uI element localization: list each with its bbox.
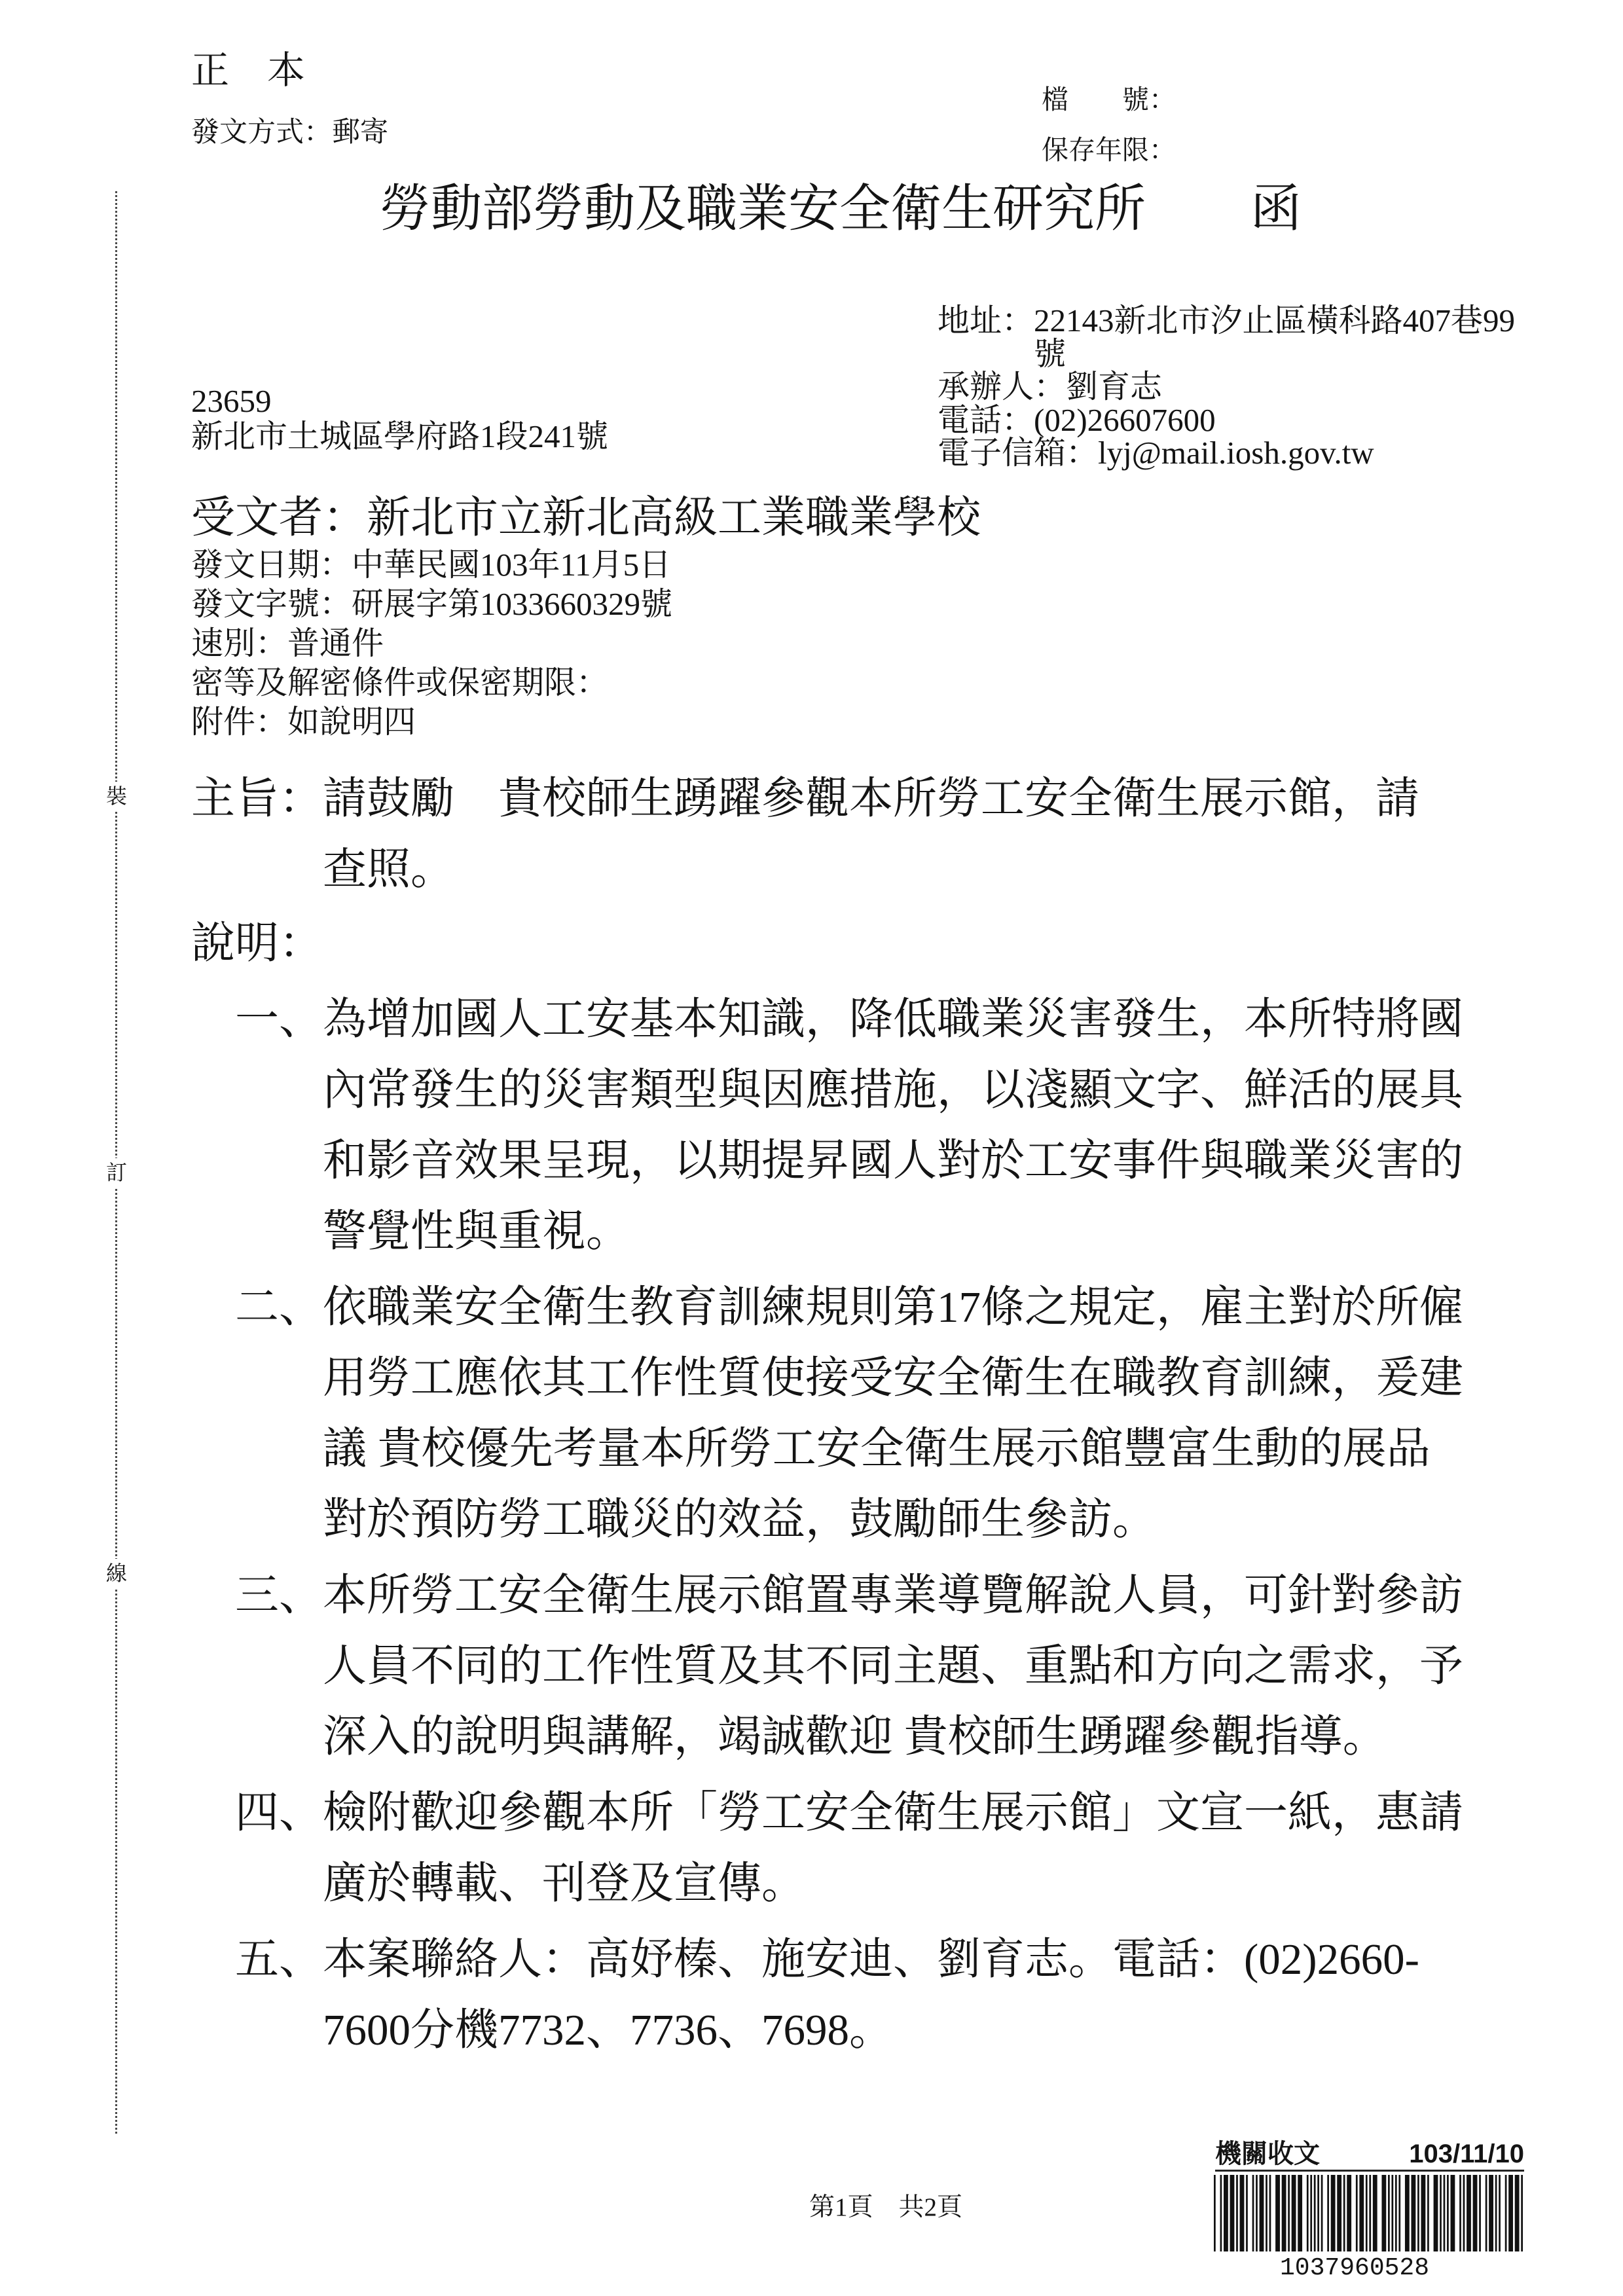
document-type: 函	[1250, 180, 1302, 237]
barcode-bar	[1505, 2175, 1507, 2251]
letter-body	[191, 763, 1463, 2066]
barcode-bar	[1224, 2175, 1228, 2251]
item-line: 議 貴校優先考量本所勞工安全衛生展示館豐富生動的展品	[323, 1425, 1431, 1473]
copy-type-label: 正 本	[191, 49, 306, 92]
barcode-bar	[1515, 2175, 1520, 2251]
confidentiality: 密等及解密條件或保密期限：	[191, 665, 609, 701]
barcode-bar	[1444, 2175, 1446, 2251]
barcode-bar	[1451, 2175, 1455, 2251]
barcode-bar	[1230, 2175, 1235, 2251]
barcode-bar	[1214, 2175, 1216, 2251]
explanation-item-2	[235, 1272, 1463, 1555]
file-number-label: 檔 號：	[1042, 84, 1176, 115]
barcode-bar	[1343, 2175, 1345, 2251]
barcode-bar	[1282, 2175, 1286, 2251]
item-line: 7600分機7732、7736、7698。	[323, 2006, 893, 2054]
explanation-item-5	[235, 1924, 1463, 2066]
barcode-bar	[1369, 2175, 1371, 2251]
barcode-bar	[1463, 2175, 1465, 2251]
barcode-bar	[1395, 2175, 1397, 2251]
issue-date: 發文日期：中華民國103年11月5日	[191, 547, 672, 583]
barcode-bar	[1473, 2175, 1478, 2251]
barcode-bar	[1359, 2175, 1364, 2251]
barcode-bar	[1337, 2175, 1341, 2251]
barcode-bar	[1499, 2175, 1501, 2251]
urgency: 速別：普通件	[191, 625, 384, 661]
barcode-bar	[1347, 2175, 1351, 2251]
barcode-bar	[1388, 2175, 1390, 2251]
barcode-bar	[1310, 2175, 1312, 2251]
item-line: 人員不同的工作性質及其不同主題、重點和方向之需求，予	[323, 1642, 1463, 1690]
page-number: 第1頁 共2頁	[809, 2193, 963, 2221]
recipient-postal-code: 23659	[191, 383, 272, 419]
item-line: 二、依職業安全衛生教育訓練規則第17條之規定，雇主對於所僱	[235, 1283, 1463, 1332]
barcode	[1214, 2175, 1523, 2251]
barcode-bar	[1269, 2175, 1271, 2251]
item-line: 用勞工應依其工作性質使接受安全衛生在職教育訓練，爰建	[323, 1354, 1463, 1402]
sender-email: 電子信箱：lyj@mail.iosh.gov.tw	[938, 435, 1374, 471]
explanation-item-4	[235, 1777, 1463, 1919]
item-line: 深入的說明與講解，竭誠歡迎 貴校師生踴躍參觀指導。	[323, 1713, 1387, 1761]
document-number: 發文字號：研展字第1033660329號	[191, 586, 673, 622]
barcode-bar	[1405, 2175, 1410, 2251]
barcode-bar	[1321, 2175, 1323, 2251]
barcode-bar	[1447, 2175, 1449, 2251]
barcode-bar	[1421, 2175, 1425, 2251]
barcode-bar	[1373, 2175, 1377, 2251]
barcode-bar	[1314, 2175, 1316, 2251]
barcode-bar	[1246, 2175, 1248, 2251]
binding-mark-zhuang: 裝	[106, 782, 127, 811]
barcode-bar	[1317, 2175, 1319, 2251]
item-line: 和影音效果呈現，以期提昇國人對於工安事件與職業災害的	[323, 1137, 1463, 1185]
barcode-bar	[1467, 2175, 1471, 2251]
recipient-address-block	[191, 384, 608, 454]
barcode-bar	[1288, 2175, 1290, 2251]
receipt-stamp-label: 機關收文	[1215, 2140, 1320, 2168]
subject-line: 查照。	[323, 845, 454, 894]
binding-mark-ding: 訂	[106, 1158, 127, 1187]
barcode-bar	[1495, 2175, 1497, 2251]
barcode-bar	[1489, 2175, 1493, 2251]
explanation-label: 說明：	[191, 919, 323, 968]
barcode-bar	[1411, 2175, 1415, 2251]
subject-section	[191, 763, 1463, 905]
barcode-bar	[1391, 2175, 1393, 2251]
attachments: 附件：如說明四	[191, 704, 416, 740]
item-line: 內常發生的災害類型與因應措施，以淺顯文字、鮮活的展具	[323, 1066, 1463, 1114]
barcode-bar	[1479, 2175, 1481, 2251]
barcode-bar	[1440, 2175, 1442, 2251]
receipt-stamp-date: 103/11/10	[1409, 2140, 1524, 2168]
dispatch-method: 發文方式：郵寄	[191, 117, 388, 148]
binding-mark-xian: 線	[106, 1559, 127, 1588]
barcode-bar	[1427, 2175, 1429, 2251]
receipt-stamp-header	[1215, 2141, 1524, 2172]
barcode-number: 1037960528	[1280, 2254, 1430, 2282]
barcode-bar	[1275, 2175, 1280, 2251]
barcode-bar	[1252, 2175, 1254, 2251]
retention-period-label: 保存年限：	[1042, 135, 1176, 165]
document-meta	[191, 545, 672, 742]
issuing-agency-title: 勞動部勞動及職業安全衛生研究所	[380, 180, 1146, 237]
barcode-bar	[1236, 2175, 1238, 2251]
item-line: 警覺性與重視。	[323, 1207, 630, 1256]
recipient-street-address: 新北市土城區學府路1段241號	[191, 418, 609, 454]
barcode-bar	[1521, 2175, 1523, 2251]
item-line: 一、為增加國人工安基本知識，降低職業災害發生，本所特將國	[235, 995, 1463, 1044]
sender-address: 地址：22143新北市汐止區橫科路407巷99	[938, 302, 1516, 338]
barcode-bar	[1508, 2175, 1513, 2251]
barcode-bar	[1331, 2175, 1336, 2251]
barcode-bar	[1298, 2175, 1302, 2251]
barcode-bar	[1417, 2175, 1419, 2251]
barcode-bar	[1434, 2175, 1438, 2251]
barcode-bar	[1256, 2175, 1258, 2251]
item-line: 四、檢附歡迎參觀本所「勞工安全衛生展示館」文宣一紙，惠請	[235, 1789, 1463, 1837]
sender-contact-person: 承辦人：劉育志	[938, 369, 1163, 405]
barcode-bar	[1292, 2175, 1296, 2251]
barcode-bar	[1266, 2175, 1267, 2251]
item-line: 三、本所勞工安全衛生展示館置專業導覽解說人員，可針對參訪	[235, 1571, 1463, 1620]
explanation-item-3	[235, 1560, 1463, 1772]
barcode-bar	[1356, 2175, 1358, 2251]
item-line: 對於預防勞工職災的效益，鼓勵師生參訪。	[323, 1495, 1156, 1544]
barcode-bar	[1327, 2175, 1329, 2251]
barcode-bar	[1398, 2175, 1400, 2251]
barcode-bar	[1260, 2175, 1264, 2251]
item-line: 廣於轉載、刊登及宣傳。	[323, 1859, 805, 1908]
subject-line: 主旨：請鼓勵 貴校師生踴躍參觀本所勞工安全衛生展示館，請	[191, 774, 1419, 823]
barcode-bar	[1307, 2175, 1309, 2251]
barcode-bar	[1366, 2175, 1368, 2251]
sender-phone: 電話：(02)26607600	[938, 401, 1216, 438]
explanation-item-1	[235, 984, 1463, 1267]
barcode-bar	[1240, 2175, 1245, 2251]
barcode-bar	[1220, 2175, 1222, 2251]
recipient-name: 受文者：新北市立新北高級工業職業學校	[191, 494, 981, 542]
item-line: 五、本案聯絡人：高妤榛、施安迪、劉育志。電話：(02)2660-	[235, 1935, 1419, 1984]
sender-contact-block	[938, 304, 1515, 470]
barcode-bar	[1486, 2175, 1487, 2251]
barcode-bar	[1381, 2175, 1386, 2251]
barcode-bar	[1459, 2175, 1461, 2251]
sender-address-continued: 號	[1034, 335, 1067, 372]
